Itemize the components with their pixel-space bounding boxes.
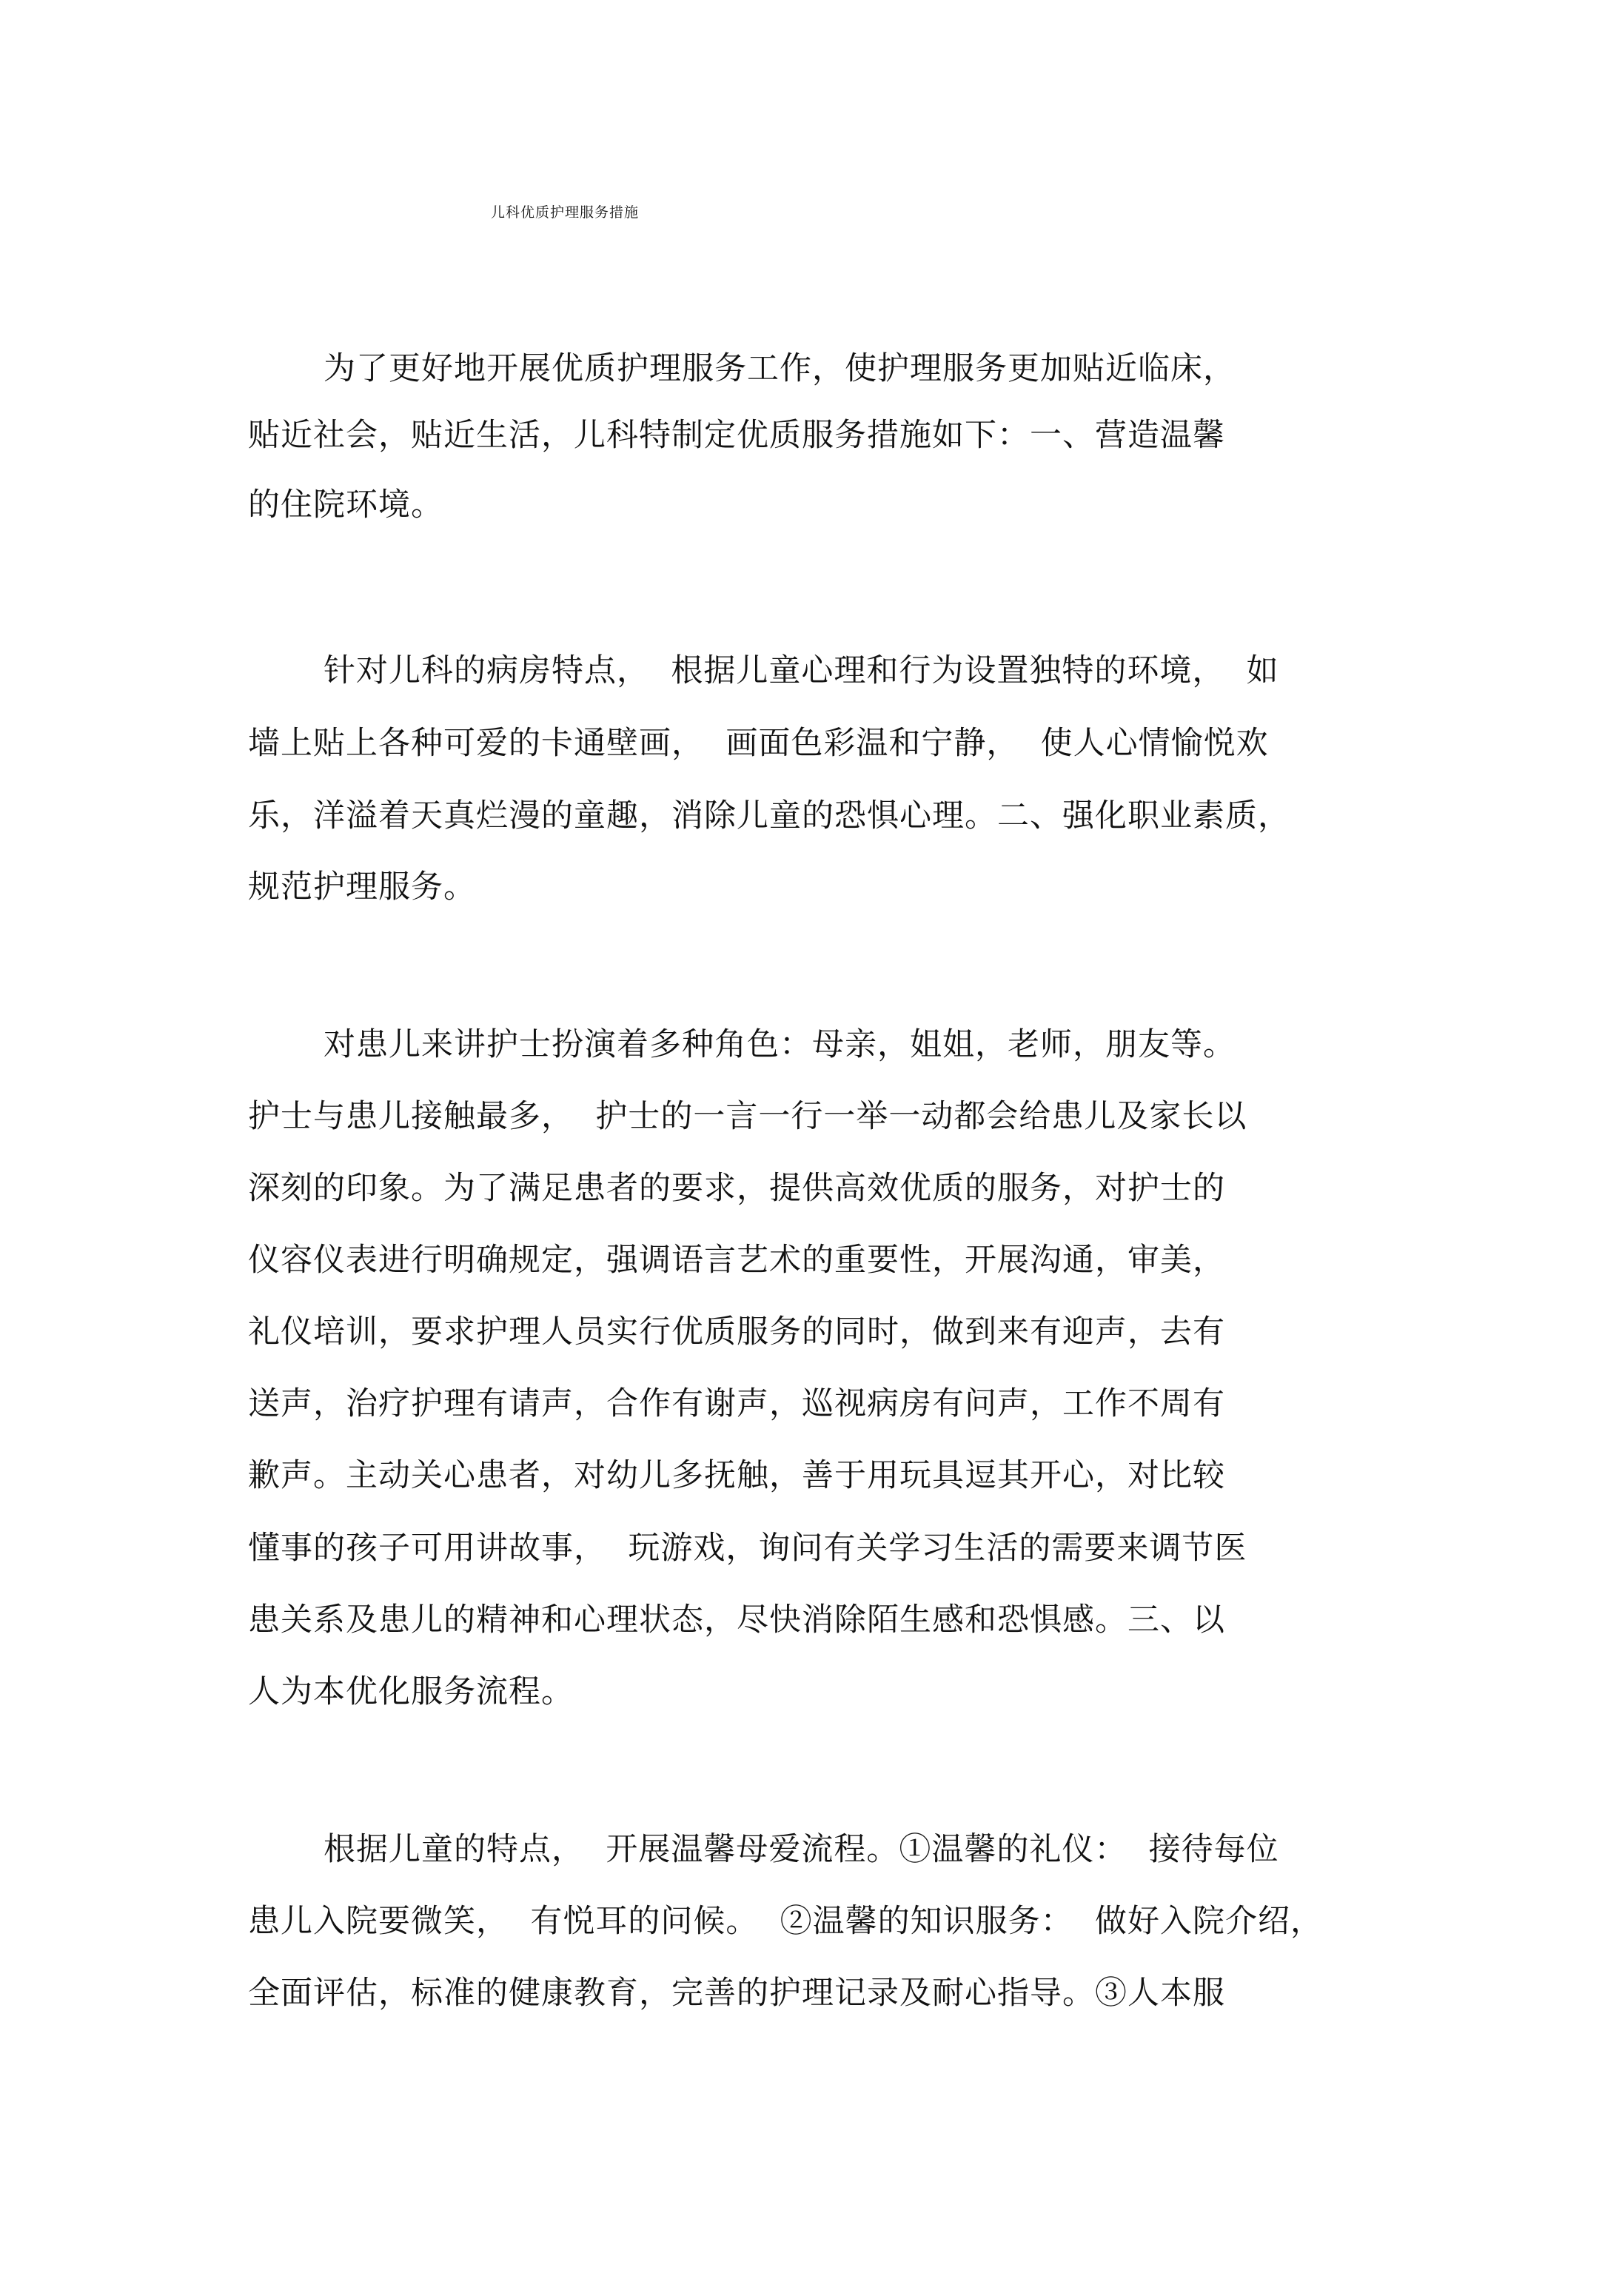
- paragraph-line: 礼仪培训，要求护理人员实行优质服务的同时，做到来有迎声，去有: [248, 1313, 1225, 1351]
- document-title: 儿科优质护理服务措施: [491, 204, 640, 221]
- paragraph-line: 送声，治疗护理有请声，合作有谢声，巡视病房有问声，工作不周有: [248, 1385, 1225, 1422]
- paragraph-line: 全面评估，标准的健康教育，完善的护理记录及耐心指导。③人本服: [248, 1975, 1225, 2012]
- paragraph-line: 贴近社会，贴近生活，儿科特制定优质服务措施如下：一、营造温馨: [248, 417, 1225, 454]
- paragraph-line: 仪容仪表进行明确规定，强调语言艺术的重要性，开展沟通，审美，: [248, 1242, 1225, 1279]
- paragraph-line: 歉声。主动关心患者，对幼儿多抚触，善于用玩具逗其开心，对比较: [248, 1457, 1225, 1494]
- paragraph-line: 针对儿科的病房特点， 根据儿童心理和行为设置独特的环境， 如: [324, 652, 1279, 689]
- paragraph-line: 懂事的孩子可用讲故事， 玩游戏，询问有关学习生活的需要来调节医: [248, 1530, 1247, 1567]
- paragraph-line: 深刻的印象。为了满足患者的要求，提供高效优质的服务，对护士的: [248, 1170, 1225, 1207]
- paragraph-line: 乐，洋溢着天真烂漫的童趣，消除儿童的恐惧心理。二、强化职业素质，: [248, 797, 1290, 834]
- paragraph-line: 护士与患儿接触最多， 护士的一言一行一举一动都会给患儿及家长以: [248, 1098, 1247, 1135]
- paragraph-line: 根据儿童的特点， 开展温馨母爱流程。①温馨的礼仪： 接待每位: [324, 1831, 1279, 1868]
- paragraph-line: 的住院环境。: [248, 486, 443, 523]
- paragraph-line: 人为本优化服务流程。: [248, 1673, 574, 1710]
- paragraph-line: 对患儿来讲护士扮演着多种角色：母亲，姐姐，老师，朋友等。: [324, 1026, 1236, 1063]
- paragraph-line: 为了更好地开展优质护理服务工作，使护理服务更加贴近临床，: [324, 350, 1236, 387]
- paragraph-line: 患关系及患儿的精神和心理状态，尽快消除陌生感和恐惧感。三、以: [248, 1601, 1225, 1639]
- paragraph-line: 墙上贴上各种可爱的卡通壁画， 画面色彩温和宁静， 使人心情愉悦欢: [248, 725, 1269, 762]
- paragraph-line: 患儿入院要微笑， 有悦耳的问候。 ②温馨的知识服务： 做好入院介绍，: [248, 1903, 1324, 1940]
- paragraph-line: 规范护理服务。: [248, 868, 476, 906]
